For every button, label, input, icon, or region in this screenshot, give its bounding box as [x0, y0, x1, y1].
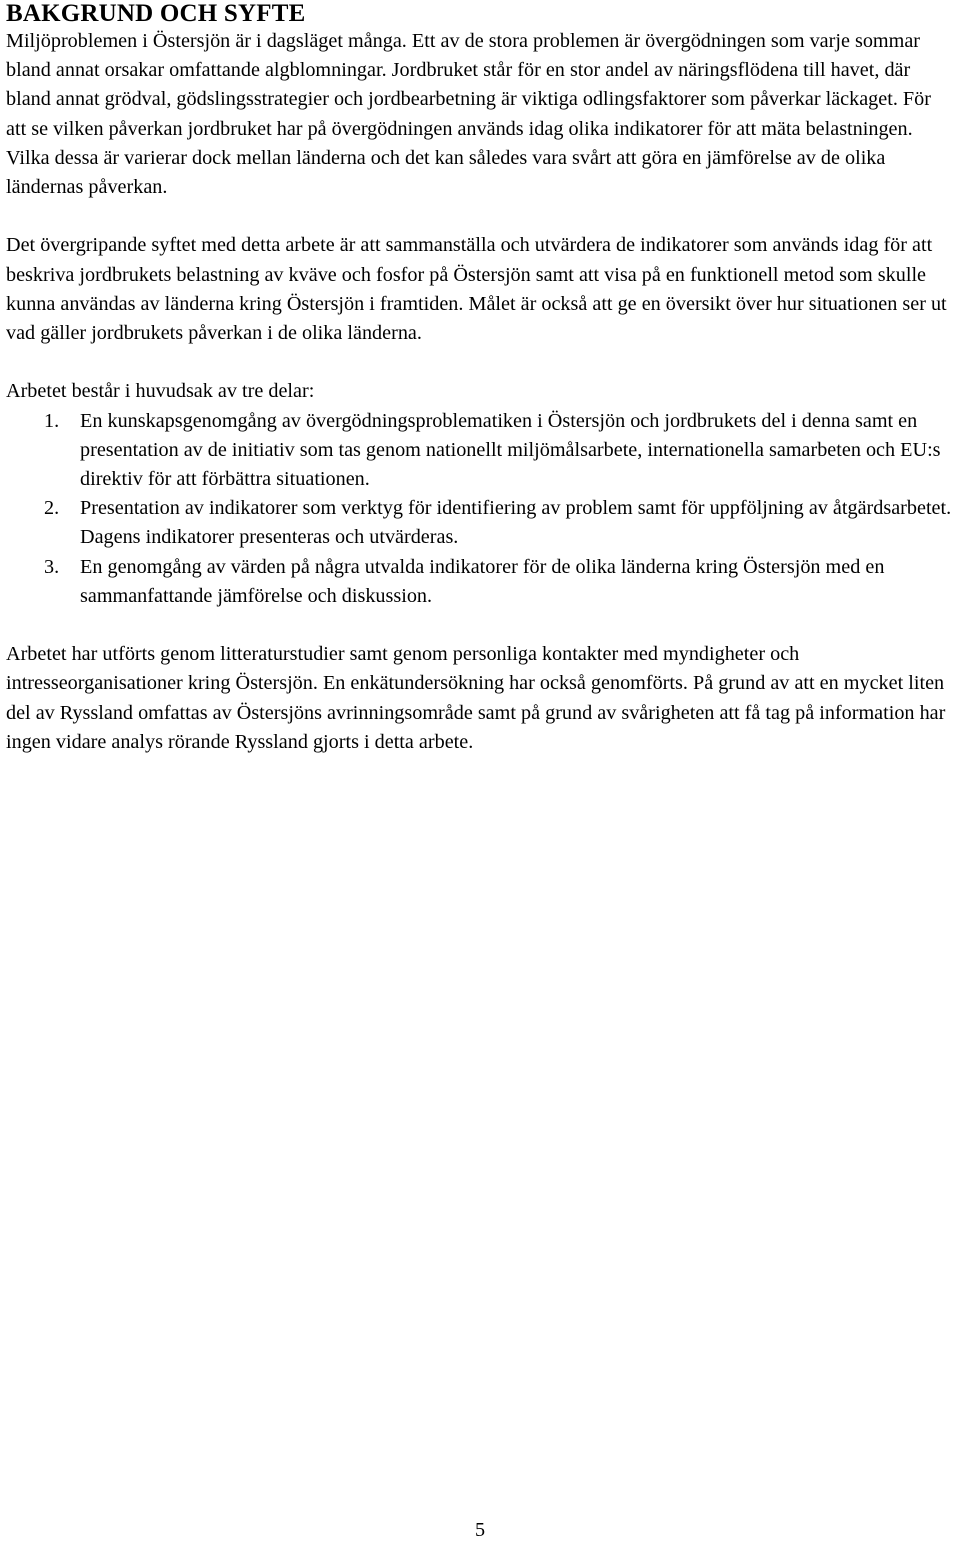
section-heading: BAKGRUND OCH SYFTE — [6, 0, 306, 27]
list-item-text: En kunskapsgenomgång av övergödningsproblematiken i Östersjön och jordbrukets del i denna samt en presentation av de initiativ som tas genom nationellt miljömålsarbete, internationella samarbeten och EU:s direktiv för att förbättra situationen. — [80, 409, 941, 491]
background-paragraph: Miljöproblemen i Östersjön är i dagsläget många. Ett av de stora problemen är övergödningen som varje sommar bland annat orsakar omfattande algblomningar. Jordbruket står för en stor andel av näringsflödena till havet, där bland annat grödval, gödslingsstrategier och jordbearbetning är viktiga odlingsfaktorer som påverkar läckaget. För att se vilken påverkan jordbruket har på övergödningen används idag olika indikatorer för att mäta belastningen. Vilka dessa är varierar dock mellan länderna och det kan således vara svårt att göra en jämförelse av de olika ländernas påverkan. — [6, 30, 931, 199]
list-item-number: 3. — [44, 555, 60, 578]
list-item-number: 1. — [44, 409, 60, 432]
purpose-paragraph: Det övergripande syftet med detta arbete är att sammanställa och utvärdera de indikatorer som används idag för att beskriva jordbrukets belastning av kväve och fosfor på Östersjön samt att visa på en funktionell metod som skulle kunna användas av länderna kring Östersjön i framtiden. Målet är också att ge en översikt över hur situationen ser ut vad gäller jordbrukets påverkan i de olika länderna. — [6, 234, 947, 345]
page-number: 5 — [474, 1519, 486, 1541]
document-page — [6, 0, 956, 757]
list-item — [6, 494, 956, 552]
list-item-text: En genomgång av värden på några utvalda indikatorer för de olika länderna kring Östersjön med en sammanfattande jämförelse och diskussion. — [80, 555, 885, 607]
list-item-number: 2. — [44, 497, 60, 520]
list-intro: Arbetet består i huvudsak av tre delar: — [6, 380, 315, 403]
list-item — [6, 553, 956, 611]
method-paragraph: Arbetet har utförts genom litteraturstudier samt genom personliga kontakter med myndigheter och intresseorganisationer kring Östersjön. En enkätundersökning har också genomförts. På grund av att en mycket liten del av Ryssland omfattas av Östersjöns avrinningsområde samt på grund av svårigheten att få tag på information har ingen vidare analys rörande Ryssland gjorts i detta arbete. — [6, 643, 946, 753]
list-item-text: Presentation av indikatorer som verktyg för identifiering av problem samt för uppföljning av åtgärdsarbetet. Dagens indikatorer presenteras och utvärderas. — [80, 497, 952, 549]
parts-list — [6, 407, 956, 611]
list-item — [6, 407, 956, 495]
